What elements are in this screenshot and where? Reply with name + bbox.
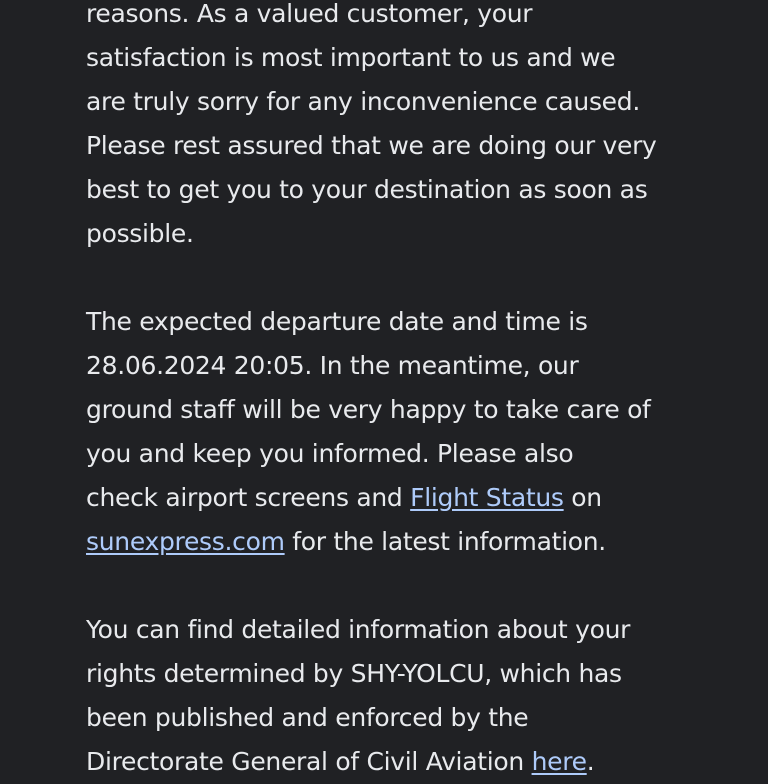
- departure-paragraph: [86, 300, 706, 564]
- text-line: are truly sorry for any inconvenience caused.: [86, 87, 640, 116]
- text-line: best to get you to your destination as soon as: [86, 175, 648, 204]
- apology-paragraph: [86, 0, 706, 256]
- text-line: for the latest information.: [284, 527, 606, 556]
- text-line: .: [586, 747, 595, 776]
- text-line: satisfaction is most important to us and we: [86, 43, 616, 72]
- text-line: You can find detailed information about your: [86, 615, 631, 644]
- email-body: [86, 0, 706, 784]
- text-line: possible.: [86, 219, 194, 248]
- text-line: The expected departure date and time is: [86, 307, 588, 336]
- sunexpress-link[interactable]: sunexpress.com: [86, 527, 285, 556]
- text-line: been published and enforced by the: [86, 703, 529, 732]
- here-link[interactable]: here: [531, 747, 587, 776]
- text-line: Directorate General of Civil Aviation: [86, 747, 532, 776]
- text-line: you and keep you informed. Please also: [86, 439, 574, 468]
- text-line: 28.06.2024 20:05. In the meantime, our: [86, 351, 579, 380]
- text-line: on: [563, 483, 602, 512]
- text-line: check airport screens and: [86, 483, 411, 512]
- text-line: ground staff will be very happy to take care of: [86, 395, 651, 424]
- text-line: reasons. As a valued customer, your: [86, 0, 533, 28]
- text-line: Please rest assured that we are doing our very: [86, 131, 657, 160]
- flight-status-link[interactable]: Flight Status: [410, 483, 564, 512]
- text-line: rights determined by SHY-YOLCU, which has: [86, 659, 622, 688]
- rights-paragraph: [86, 608, 706, 784]
